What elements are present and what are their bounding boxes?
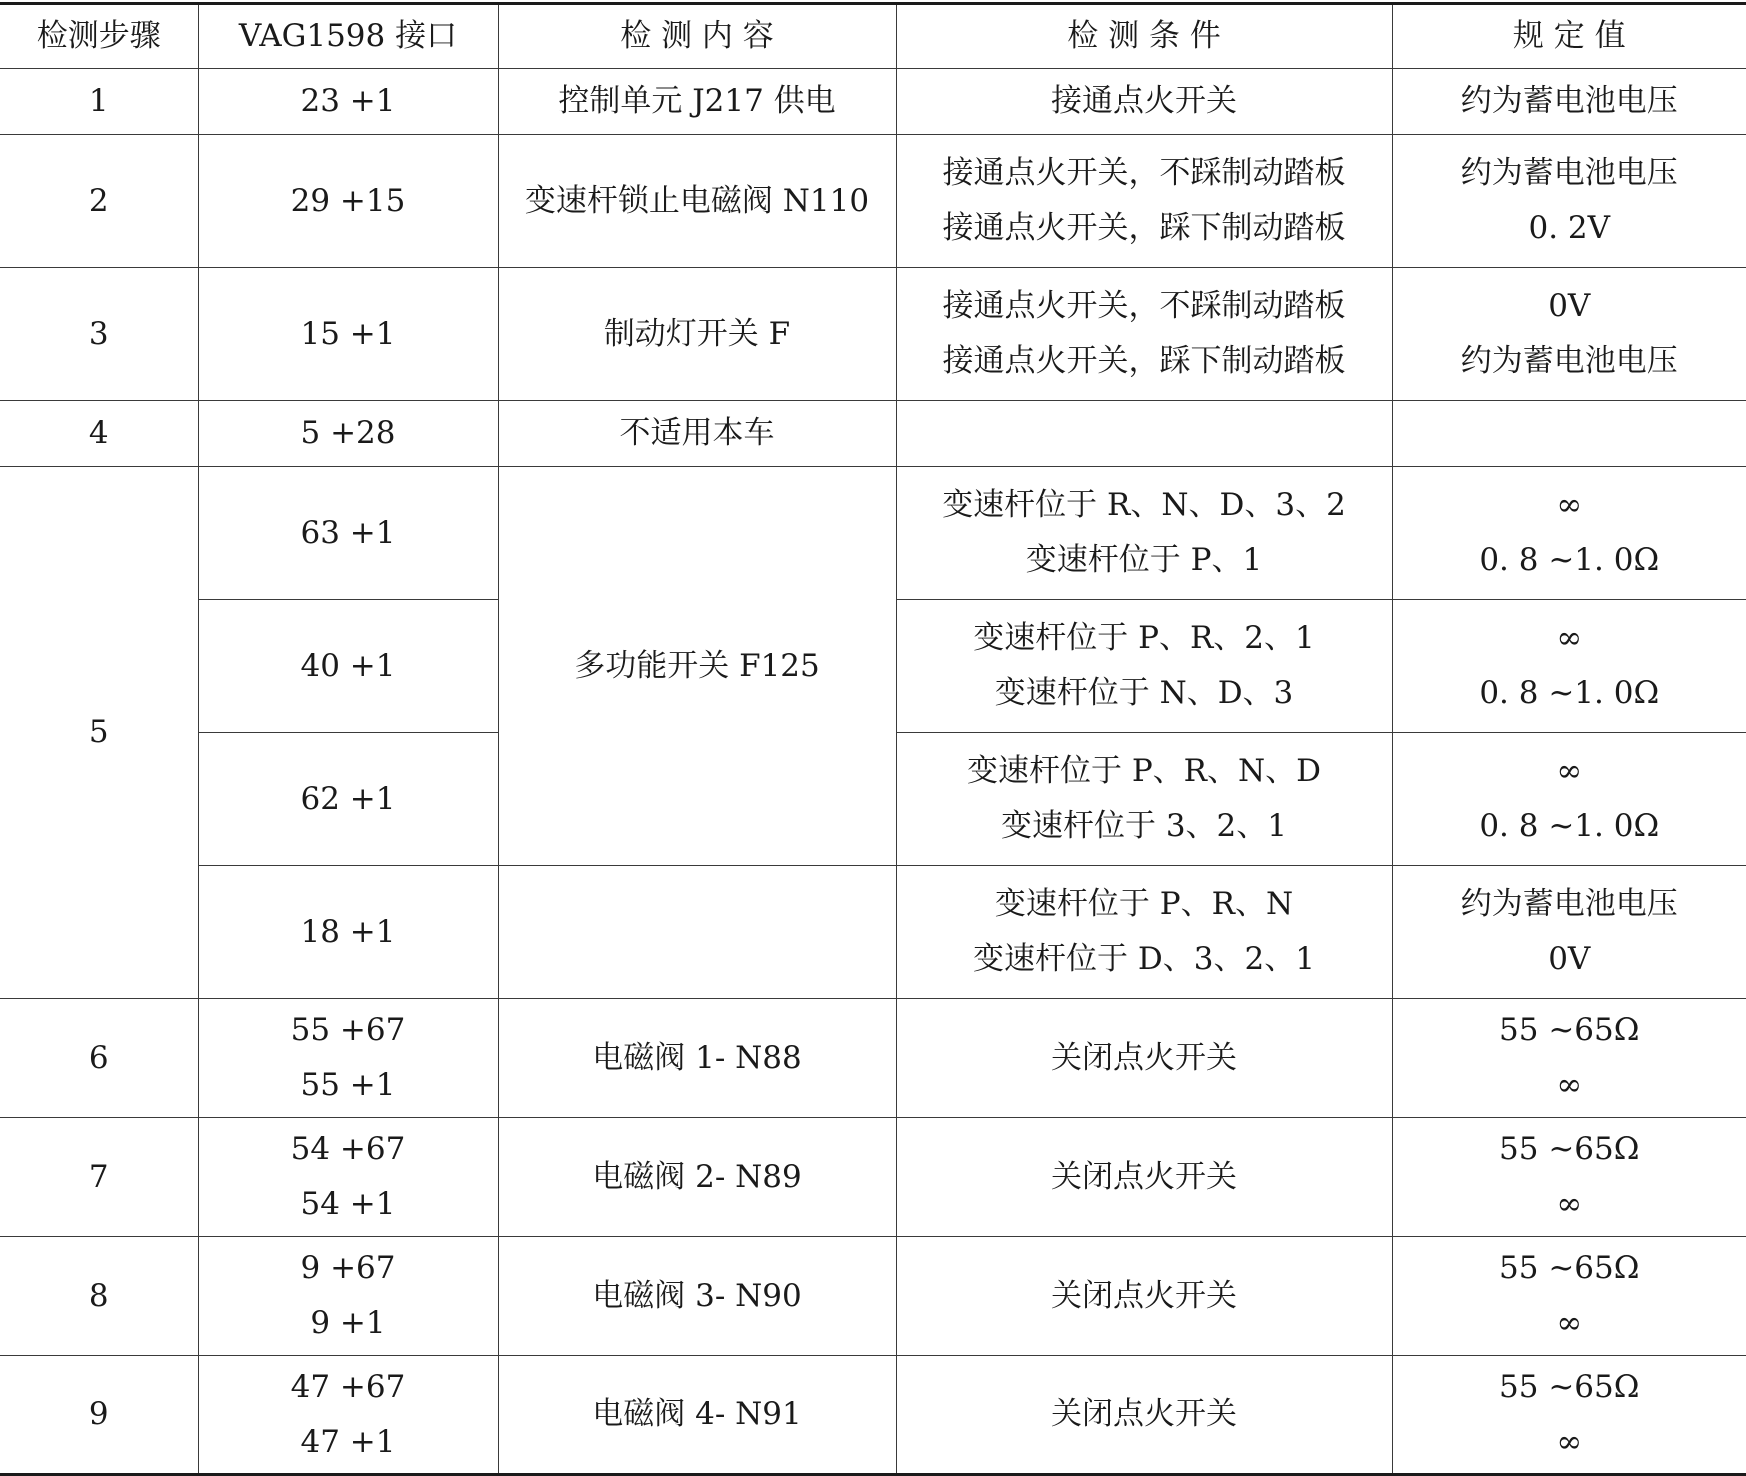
table-row: [0, 268, 1746, 401]
port-line: 23 +1: [300, 83, 396, 119]
port-cell: [198, 268, 498, 401]
condition-cell: [896, 866, 1392, 999]
condition-line: 变速杆位于 P、R、2、1: [973, 620, 1315, 656]
inspection-table: [0, 2, 1746, 1476]
condition-line: 变速杆位于 P、R、N: [994, 886, 1294, 922]
condition-cell: [896, 135, 1392, 268]
condition-line: 接通点火开关，踩下制动踏板: [942, 343, 1346, 379]
content-cell: [498, 866, 896, 999]
value-cell: [1392, 401, 1746, 467]
value-line: 0V: [1548, 288, 1591, 324]
value-line: ∞: [1556, 620, 1583, 656]
content-cell: 制动灯开关 F: [498, 268, 896, 401]
port-cell: [198, 135, 498, 268]
value-line: 0V: [1548, 941, 1591, 977]
content-cell: 多功能开关 F125: [498, 467, 896, 866]
value-line: 0. 8 ~1. 0Ω: [1479, 808, 1660, 844]
table-row: [0, 401, 1746, 467]
condition-cell: [896, 1237, 1392, 1356]
step-cell: 4: [0, 401, 198, 467]
condition-line: 变速杆位于 N、D、3: [994, 675, 1294, 711]
condition-cell: [896, 268, 1392, 401]
value-cell: [1392, 1237, 1746, 1356]
condition-cell: [896, 69, 1392, 135]
condition-cell: [896, 1118, 1392, 1237]
value-line: ∞: [1556, 753, 1583, 789]
step-cell: 8: [0, 1237, 198, 1356]
port-cell: [198, 999, 498, 1118]
value-line: ∞: [1556, 1305, 1583, 1341]
table-row: [0, 1237, 1746, 1356]
content-cell: 控制单元 J217 供电: [498, 69, 896, 135]
step-cell: 7: [0, 1118, 198, 1237]
port-line: 47 +67: [290, 1368, 406, 1405]
step-cell: 5: [0, 467, 198, 999]
value-line: 55 ~65Ω: [1499, 1250, 1640, 1286]
header-content: 检 测 内 容: [498, 4, 896, 69]
condition-cell: [896, 401, 1392, 467]
condition-line: 接通点火开关，踩下制动踏板: [942, 210, 1346, 246]
port-line: 9 +1: [310, 1305, 386, 1341]
condition-line: 变速杆位于 R、N、D、3、2: [942, 487, 1346, 523]
header-port: VAG1598 接口: [198, 4, 498, 69]
port-line: 40 +1: [300, 647, 396, 684]
port-cell: [198, 1356, 498, 1475]
port-line: 9 +67: [300, 1250, 396, 1286]
table-row: [0, 999, 1746, 1118]
port-cell: [198, 401, 498, 467]
content-cell: 电磁阀 1- N88: [498, 999, 896, 1118]
step-cell: 1: [0, 69, 198, 135]
value-line: ∞: [1556, 1423, 1583, 1460]
step-cell: 6: [0, 999, 198, 1118]
port-line: 55 +1: [300, 1067, 396, 1103]
value-line: 55 ~65Ω: [1499, 1368, 1640, 1405]
condition-cell: [896, 999, 1392, 1118]
condition-line: 关闭点火开关: [1051, 1277, 1237, 1314]
condition-line: 关闭点火开关: [1051, 1158, 1237, 1195]
condition-line: 变速杆位于 3、2、1: [1000, 808, 1288, 844]
port-line: 29 +15: [290, 182, 406, 219]
value-line: 55 ~65Ω: [1499, 1131, 1640, 1167]
port-cell: [198, 600, 498, 733]
table-header: [0, 4, 1746, 69]
value-line: ∞: [1556, 487, 1583, 523]
step-cell: 9: [0, 1356, 198, 1475]
value-line: 约为蓄电池电压: [1460, 83, 1678, 119]
content-cell: 不适用本车: [498, 401, 896, 467]
value-cell: [1392, 135, 1746, 268]
table-row: [0, 866, 1746, 999]
step-cell: 3: [0, 268, 198, 401]
port-line: 15 +1: [300, 315, 396, 352]
port-line: 62 +1: [300, 780, 396, 817]
port-line: 5 +28: [300, 415, 396, 451]
condition-line: 变速杆位于 D、3、2、1: [973, 941, 1315, 977]
content-cell: 电磁阀 2- N89: [498, 1118, 896, 1237]
value-line: 55 ~65Ω: [1499, 1012, 1640, 1048]
content-cell: 电磁阀 4- N91: [498, 1356, 896, 1475]
value-cell: [1392, 1356, 1746, 1475]
value-line: 0. 8 ~1. 0Ω: [1479, 542, 1660, 578]
value-cell: [1392, 1118, 1746, 1237]
value-cell: [1392, 600, 1746, 733]
table-row: [0, 135, 1746, 268]
condition-line: 关闭点火开关: [1051, 1396, 1237, 1432]
header-step: 检测步骤: [0, 4, 198, 69]
port-cell: [198, 866, 498, 999]
value-line: 约为蓄电池电压: [1460, 155, 1678, 191]
header-condition: 检 测 条 件: [896, 4, 1392, 69]
value-cell: [1392, 999, 1746, 1118]
value-cell: [1392, 69, 1746, 135]
table-row: [0, 467, 1746, 600]
condition-line: 接通点火开关: [1051, 83, 1237, 119]
condition-cell: [896, 467, 1392, 600]
table-row: [0, 1356, 1746, 1475]
content-cell: 电磁阀 3- N90: [498, 1237, 896, 1356]
value-line: 0. 2V: [1528, 210, 1611, 246]
condition-line: 接通点火开关，不踩制动踏板: [942, 155, 1346, 191]
condition-line: 变速杆位于 P、R、N、D: [966, 753, 1322, 789]
value-line: 约为蓄电池电压: [1460, 343, 1678, 379]
condition-line: 关闭点火开关: [1051, 1039, 1237, 1076]
value-cell: [1392, 733, 1746, 866]
port-cell: [198, 1118, 498, 1237]
port-line: 54 +67: [290, 1131, 406, 1167]
table-row: [0, 69, 1746, 135]
port-cell: [198, 467, 498, 600]
value-line: ∞: [1556, 1186, 1583, 1222]
port-cell: [198, 733, 498, 866]
condition-cell: [896, 733, 1392, 866]
condition-cell: [896, 600, 1392, 733]
value-line: 约为蓄电池电压: [1460, 886, 1678, 922]
step-cell: 2: [0, 135, 198, 268]
condition-cell: [896, 1356, 1392, 1475]
content-cell: 变速杆锁止电磁阀 N110: [498, 135, 896, 268]
port-line: 18 +1: [300, 913, 396, 950]
port-line: 54 +1: [300, 1186, 396, 1222]
value-cell: [1392, 467, 1746, 600]
condition-line: 变速杆位于 P、1: [1025, 542, 1263, 578]
table-row: [0, 1118, 1746, 1237]
value-line: ∞: [1556, 1067, 1583, 1103]
header-row: [0, 4, 1746, 69]
value-cell: [1392, 866, 1746, 999]
value-line: 0. 8 ~1. 0Ω: [1479, 675, 1660, 711]
port-cell: [198, 69, 498, 135]
port-line: 47 +1: [300, 1423, 396, 1460]
condition-line: 接通点火开关，不踩制动踏板: [942, 288, 1346, 324]
port-line: 55 +67: [290, 1012, 406, 1048]
value-cell: [1392, 268, 1746, 401]
port-line: 63 +1: [300, 514, 396, 551]
port-cell: [198, 1237, 498, 1356]
header-value: 规 定 值: [1392, 4, 1746, 69]
